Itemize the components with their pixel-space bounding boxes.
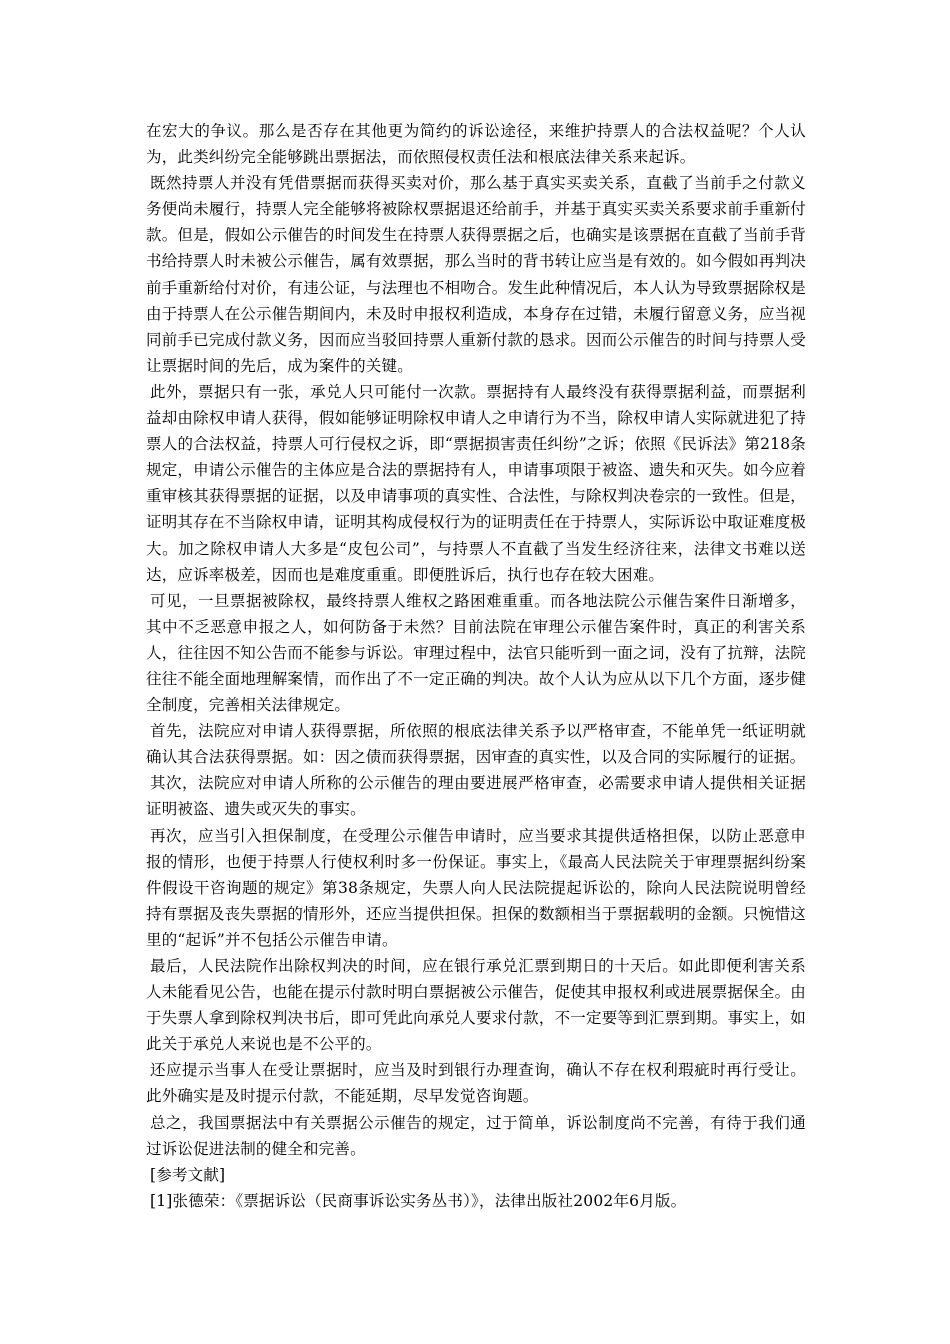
paragraph-3: 此外，票据只有一张，承兑人只可能付一次款。票据持有人最终没有获得票据利益，而票据利益却由除权申请人获得，假如能够证明除权申请人之申请行为不当，除权申请人实际就进犯了持票人的合法权益，持票人可行侵权之诉，即“票据损害责任纠纷”之诉；依照《民诉法》第218条规定，申请公示催告的主体应是合法的票据持有人，申请事项限于被盗、遗失和灭失。如今应着重审核其获得票据的证据，以及申请事项的真实性、合法性，与除权判决卷宗的一致性。但是，证明其存在不当除权申请，证明其构成侵权行为的证明责任在于持票人，实际诉讼中取证难度极大。加之除权申请人大多是“皮包公司”，与持票人不直截了当发生经济往来，法律文书难以送达，应诉率极差，因而也是难度重重。即便胜诉后，执行也存在较大困难。 bbox=[146, 382, 806, 584]
paragraph-10: 总之，我国票据法中有关票据公示催告的规定，过于简单，诉讼制度尚不完善，有待于我们通过诉讼促进法制的健全和完善。 bbox=[146, 1113, 806, 1158]
paragraph-7: 再次，应当引入担保制度，在受理公示催告申请时，应当要求其提供适格担保，以防止恶意申报的情形，也便于持票人行使权利时多一份保证。事实上，《最高人民法院关于审理票据纠纷案件假设干咨询题的规定》第38条规定，失票人向人民法院提起诉讼的，除向人民法院说明曾经持有票据及丧失票据的情形外，还应当提供担保。担保的数额相当于票据载明的金额。只惋惜这里的“起诉”并不包括公示催告申请。 bbox=[146, 826, 806, 949]
reference-item: [1]张德荣：《票据诉讼（民商事诉讼实务丛书）》，法律出版社2002年6月版。 bbox=[150, 1191, 687, 1210]
paragraph-4: 可见，一旦票据被除权，最终持票人维权之路困难重重。而各地法院公示催告案件日渐增多，其中不乏恶意申报之人，如何防备于未然？目前法院在审理公示催告案件时，真正的利害关系人，往往因不知公告而不能参与诉讼。审理过程中，法官只能听到一面之词，没有了抗辩，法院往往不能全面地理解案情，而作出了不一定正确的判决。故个人认为应从以下几个方面，逐步健全制度，完善相关法律规定。 bbox=[146, 591, 806, 715]
paragraph-5: 首先，法院应对申请人获得票据，所依照的根底法律关系予以严格审查，不能单凭一纸证明就确认其合法获得票据。如：因之债而获得票据，因审查的真实性，以及合同的实际履行的证据。 bbox=[146, 722, 806, 767]
paragraph-1: 在宏大的争议。那么是否存在其他更为简约的诉讼途径，来维护持票人的合法权益呢？个人认为，此类纠纷完全能够跳出票据法，而依照侵权责任法和根底法律关系来起诉。 bbox=[146, 122, 806, 167]
paragraph-9: 还应提示当事人在受让票据时，应当及时到银行办理查询，确认不存在权利瑕疵时再行受让。此外确实是及时提示付款，不能延期，尽早发觉咨询题。 bbox=[146, 1061, 806, 1106]
paragraph-6: 其次，法院应对申请人所称的公示催告的理由要进展严格审查，必需要求申请人提供相关证据证明被盗、遗失或灭失的事实。 bbox=[146, 774, 806, 819]
paragraph-8: 最后，人民法院作出除权判决的时间，应在银行承兑汇票到期日的十天后。如此即便利害关系人未能看见公告，也能在提示付款时明白票据被公示催告，促使其申报权利或进展票据保全。由于失票人拿到除权判决书后，即可凭此向承兑人要求付款，不一定要等到汇票到期。事实上，如此关于承兑人来说也是不公平的。 bbox=[146, 957, 806, 1054]
paragraph-2: 既然持票人并没有凭借票据而获得买卖对价，那么基于真实买卖关系，直截了当前手之付款义务便尚未履行，持票人完全能够将被除权票据退还给前手，并基于真实买卖关系要求前手重新付款。但是，假如公示催告的时间发生在持票人获得票据之后，也确实是该票据在直截了当前手背书给持票人时未被公示催告，属有效票据，那么当时的背书转让应当是有效的。如今假如再判决前手重新给付对价，有违公证，与法理也不相吻合。发生此种情况后，本人认为导致票据除权是由于持票人在公示催告期间内，未及时申报权利造成，本身存在过错，未履行留意义务，应当视同前手已完成付款义务，因而应当驳回持票人重新付款的恳求。因而公示催告的时间与持票人受让票据时间的先后，成为案件的关键。 bbox=[146, 174, 806, 375]
document-body bbox=[146, 118, 806, 1214]
references-heading: [参考文献] bbox=[150, 1165, 226, 1184]
